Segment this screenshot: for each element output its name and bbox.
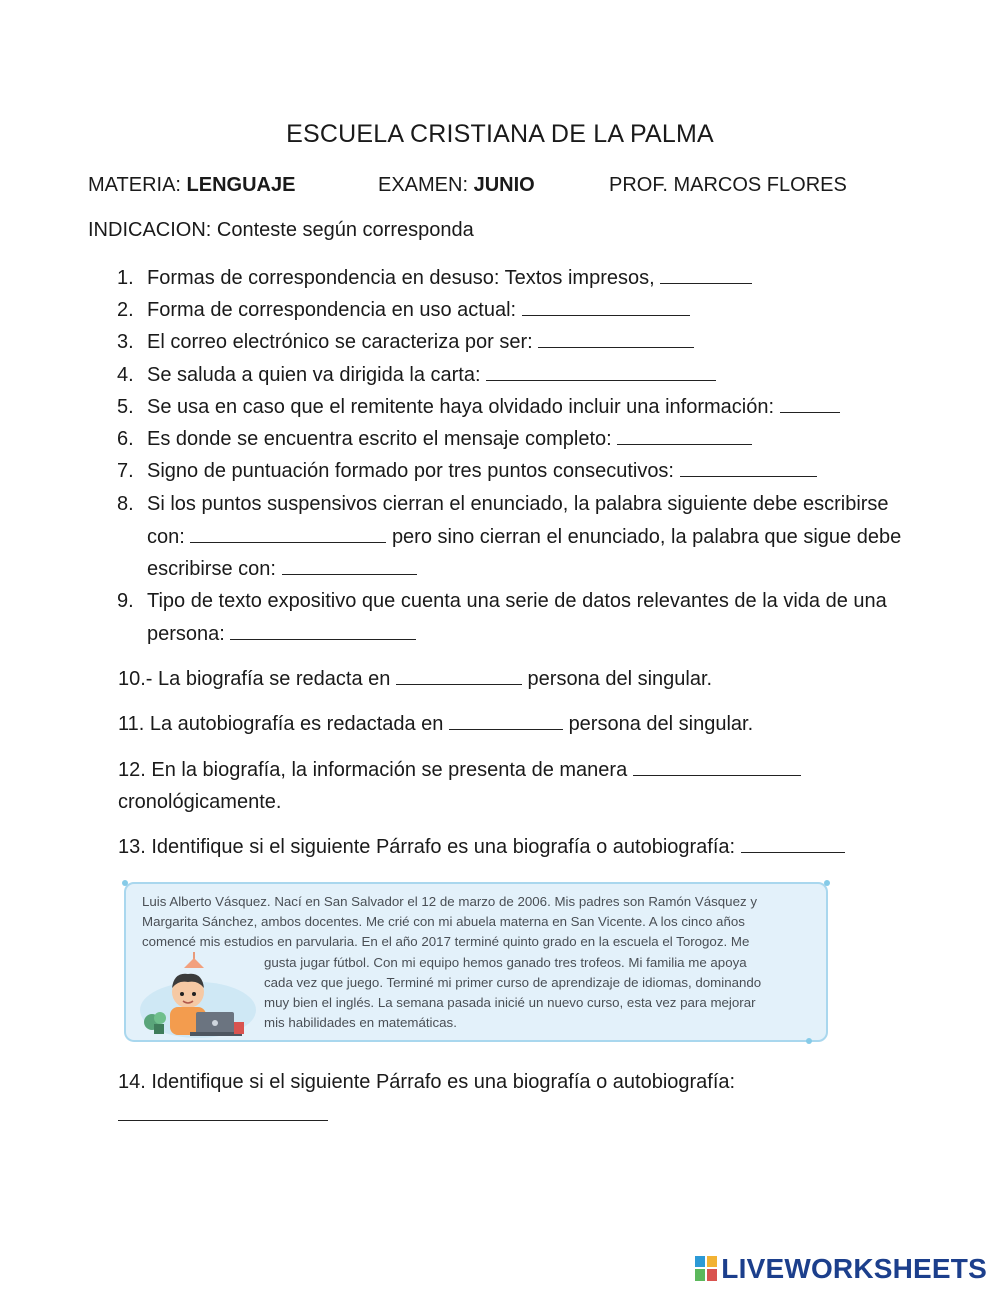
answer-blank[interactable] <box>660 265 752 284</box>
biography-paragraph-box <box>124 882 828 1042</box>
answer-blank[interactable] <box>538 329 694 348</box>
question-4 <box>147 359 927 392</box>
answer-blank[interactable] <box>741 834 845 853</box>
answer-blank[interactable] <box>230 621 416 640</box>
corner-dot <box>122 880 128 886</box>
question-text: Es donde se encuentra escrito el mensaje completo: <box>147 428 612 450</box>
question-text: Se saluda a quien va dirigida la carta: <box>147 364 481 386</box>
question-number: 7. <box>117 460 134 482</box>
question-text: Forma de correspondencia en uso actual: <box>147 299 517 321</box>
question-2 <box>147 294 927 327</box>
question-1 <box>147 262 927 295</box>
question-text: 13. Identifique si el siguiente Párrafo es una biografía o autobiografía: <box>118 836 736 858</box>
question-number: 6. <box>117 428 134 450</box>
question-text: Signo de puntuación formado por tres puntos consecutivos: <box>147 460 674 482</box>
question-text: 10.- La biografía se redacta en <box>118 668 391 690</box>
examen <box>378 174 535 197</box>
answer-blank[interactable] <box>780 394 840 413</box>
question-12 <box>118 754 858 818</box>
logo-text: LIVEWORKSHEETS <box>721 1253 987 1284</box>
question-text: El correo electrónico se caracteriza por ser: <box>147 331 533 353</box>
answer-blank[interactable] <box>396 666 522 685</box>
bio-line: gusta jugar fútbol. Con mi equipo hemos ganado tres trofeos. Mi familia me apoya <box>264 954 747 970</box>
question-number: 5. <box>117 396 134 418</box>
corner-dot <box>824 880 830 886</box>
answer-blank[interactable] <box>282 556 417 575</box>
bio-line: mis habilidades en matemáticas. <box>264 1015 457 1031</box>
materia <box>88 174 295 197</box>
answer-blank[interactable] <box>118 1102 328 1121</box>
question-text: cronológicamente. <box>118 791 282 813</box>
question-number: 2. <box>117 299 134 321</box>
question-text: persona del singular. <box>527 668 713 690</box>
bio-line: comencé mis estudios en parvularia. En el año 2017 terminé quinto grado en la escuela el Torogoz. Me <box>142 934 750 950</box>
question-13 <box>118 831 918 863</box>
question-9 <box>147 585 922 650</box>
bio-line: cada vez que juego. Terminé mi primer curso de aprendizaje de idiomas, dominando <box>264 974 762 990</box>
question-10 <box>118 663 918 695</box>
question-14 <box>118 1066 838 1131</box>
question-number: 9. <box>117 590 134 612</box>
question-11 <box>118 708 918 740</box>
answer-blank[interactable] <box>617 426 752 445</box>
question-text: Tipo de texto expositivo que cuenta una serie de datos relevantes de la vida de una persona: <box>147 590 887 645</box>
question-text: Se usa en caso que el remitente haya olvidado incluir una información: <box>147 396 775 418</box>
bio-line: muy bien el inglés. La semana pasada inicié un nuevo curso, esta vez para mejorar <box>264 995 756 1011</box>
liveworksheets-logo <box>695 1253 987 1285</box>
materia-value: LENGUAJE <box>186 174 296 196</box>
question-8 <box>147 488 917 586</box>
answer-blank[interactable] <box>449 711 563 730</box>
question-3 <box>147 326 927 359</box>
corner-dot <box>806 1038 812 1044</box>
answer-blank[interactable] <box>190 524 386 543</box>
page-title: ESCUELA CRISTIANA DE LA PALMA <box>286 120 714 148</box>
question-text: 12. En la biografía, la información se presenta de manera <box>118 759 628 781</box>
profesor: PROF. MARCOS FLORES <box>609 174 847 196</box>
question-text: 11. La autobiografía es redactada en <box>118 713 444 735</box>
answer-blank[interactable] <box>680 458 817 477</box>
bio-line: Luis Alberto Vásquez. Nací en San Salvador el 12 de marzo de 2006. Mis padres son Ramón Vásquez y <box>142 894 757 909</box>
question-6 <box>147 423 927 456</box>
materia-label: MATERIA: <box>88 174 181 196</box>
question-text: persona del singular. <box>568 713 754 735</box>
question-number: 8. <box>117 493 134 515</box>
question-number: 1. <box>117 267 134 289</box>
question-5 <box>147 391 927 424</box>
answer-blank[interactable] <box>522 297 690 316</box>
question-7 <box>147 455 927 488</box>
liveworksheets-logo-icon <box>695 1256 719 1282</box>
examen-label: EXAMEN: <box>378 174 469 196</box>
examen-value: JUNIO <box>473 174 535 196</box>
answer-blank[interactable] <box>633 757 801 776</box>
question-text: Formas de correspondencia en desuso: Textos impresos, <box>147 267 655 289</box>
instructions: INDICACION: Conteste según corresponda <box>88 219 474 241</box>
answer-blank[interactable] <box>486 362 716 381</box>
question-text: pero sino cierran el enunciado, la palabra que sigue debe escribirse con: <box>147 525 902 580</box>
boy-with-laptop-illustration <box>138 952 258 1038</box>
question-number: 3. <box>117 331 134 353</box>
question-text: 14. Identifique si el siguiente Párrafo es una biografía o autobiografía: <box>118 1071 736 1093</box>
bio-line: Margarita Sánchez, ambos docentes. Me crié con mi abuela materna en San Vicente. A los cinco años <box>142 914 745 930</box>
question-text: Si los puntos suspensivos cierran el enunciado, la palabra siguiente debe escribirse con: <box>147 493 889 548</box>
question-number: 4. <box>117 364 134 386</box>
